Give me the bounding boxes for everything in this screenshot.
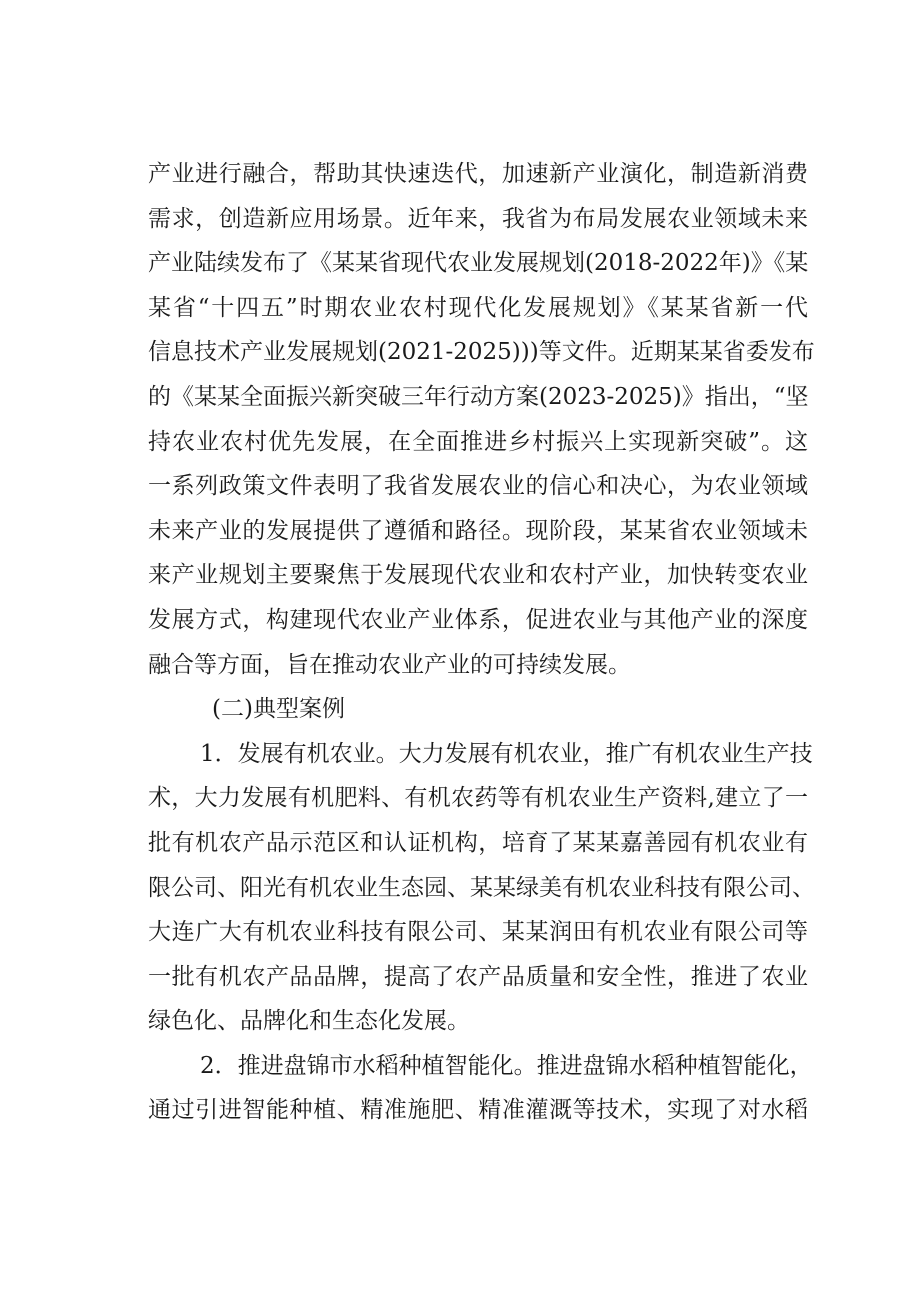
text-line: 未来产业的发展提供了遵循和路径。现阶段，某某省农业领域未 — [148, 517, 808, 544]
text-line: 信息技术产业发展规划(2021-2025)))等文件。近期某某省委发布 — [148, 339, 815, 366]
text-line: 2．推进盘锦市水稻种植智能化。推进盘锦水稻种植智能化， — [200, 1052, 813, 1079]
text-line: 批有机农产品示范区和认证机构，培育了某某嘉善园有机农业有 — [148, 829, 808, 856]
text-line: 持农业农村优先发展，在全面推进乡村振兴上实现新突破”。这 — [148, 428, 808, 455]
section-heading: (二)典型案例 — [212, 696, 345, 723]
text-line: 某省“十四五”时期农业农村现代化发展规划》《某某省新一代 — [148, 294, 808, 321]
paragraph-organic-agriculture — [148, 732, 815, 1044]
text-line: 来产业规划主要聚焦于发展现代农业和农村产业，加快转变农业 — [148, 562, 808, 589]
text-line: 大连广大有机农业科技有限公司、某某润田有机农业有限公司等 — [148, 919, 808, 946]
text-line: 通过引进智能种植、精准施肥、精准灌溉等技术，实现了对水稻 — [148, 1097, 808, 1124]
text-line: 限公司、阳光有机农业生态园、某某绿美有机农业科技有限公司、 — [148, 874, 815, 901]
text-line: 产业进行融合，帮助其快速迭代，加速新产业演化，制造新消费 — [148, 161, 808, 187]
text-line: 融合等方面，旨在推动农业产业的可持续发展。 — [148, 651, 631, 678]
document-body — [148, 152, 815, 1133]
paragraph-panjin-rice — [148, 1044, 813, 1133]
text-line: 的《某某全面振兴新突破三年行动方案(2023-2025)》指出，“坚 — [148, 383, 809, 410]
paragraph-policy — [148, 152, 815, 687]
text-line: 一批有机农产品品牌，提高了农产品质量和安全性，推进了农业 — [148, 963, 808, 990]
text-line: 绿色化、品牌化和生态化发展。 — [148, 1008, 470, 1035]
text-line: 需求，创造新应用场景。近年来，我省为布局发展农业领域未来 — [148, 205, 808, 232]
text-line: 发展方式，构建现代农业产业体系，促进农业与其他产业的深度 — [148, 606, 808, 633]
text-line: 1．发展有机农业。大力发展有机农业，推广有机农业生产技 — [200, 740, 813, 767]
text-line: 术，大力发展有机肥料、有机农药等有机农业生产资料,建立了一 — [148, 785, 808, 812]
text-line: 一系列政策文件表明了我省发展农业的信心和决心，为农业领域 — [148, 473, 808, 500]
text-line: 产业陆续发布了《某某省现代农业发展规划(2018-2022年)》《某 — [148, 250, 809, 277]
